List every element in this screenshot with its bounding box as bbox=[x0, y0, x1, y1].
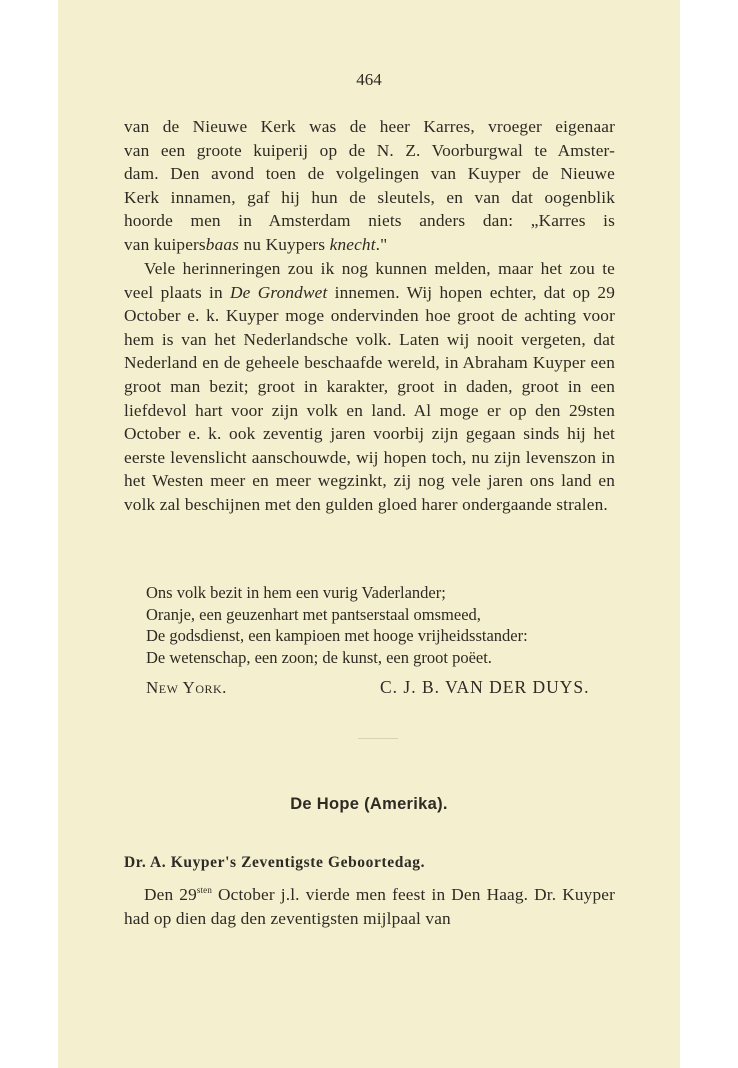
paragraph-3 bbox=[124, 883, 615, 930]
paragraph-2 bbox=[124, 257, 615, 517]
poem-line: Oranje, een geuzenhart met pantserstaal omsmeed, bbox=[146, 604, 481, 624]
text-line-last bbox=[124, 233, 615, 257]
text-run: Vele herinneringen zou ik nog kunnen melden, maar het zou te veel plaats in bbox=[124, 259, 615, 302]
text-line: van de Nieuwe Kerk was de heer Karres, vroeger eigenaar bbox=[124, 117, 615, 136]
poem-line: Ons volk bezit in hem een vurig Vaderlander; bbox=[146, 583, 446, 602]
text-run: innemen. Wij hopen echter, dat op 29 October e. k. Kuyper moge ondervinden hoe groot de achting voor hem is van het Nederlandsche volk. Laten wij nooit vergeten, dat Nederland en de geheele beschaafde wereld, in Abraham Kuyper een groot man bezit; groot in karakter, groot in daden, groot in een liefdevol hart voor zijn volk en land. Al moge er op den 29sten October e. k. ook zeventig jaren voorbij zijn gegaan sinds hij het eerste levenslicht aanschouwde, wij hopen toch, nu zijn levenszon in het Westen meer en meer wegzinkt, zij nog vele jaren ons land en volk zal beschijnen met den gulden gloed harer ondergaande stralen. bbox=[124, 282, 615, 514]
signature-name: C. J. B. VAN DER DUYS. bbox=[380, 677, 590, 697]
poem-line: De wetenschap, een zoon; de kunst, een groot poëet. bbox=[146, 647, 492, 667]
poem-line: De godsdienst, een kampioen met hooge vrijheidsstander: bbox=[146, 626, 528, 646]
text-line: hoorde men in Amsterdam niets anders dan: „Karres is bbox=[124, 211, 615, 231]
text-run: van kuipers bbox=[124, 234, 206, 254]
signature-place: New York. bbox=[146, 678, 227, 697]
superscript: sten bbox=[196, 885, 212, 895]
book-page bbox=[58, 0, 680, 1068]
text-run: ." bbox=[375, 234, 388, 254]
article-heading: Dr. A. Kuyper's Zeventigste Geboortedag. bbox=[124, 854, 426, 871]
section-heading: De Hope (Amerika). bbox=[290, 795, 448, 813]
divider bbox=[358, 738, 398, 739]
italic-text: knecht bbox=[329, 234, 376, 254]
italic-newspaper-title: De Grondwet bbox=[230, 282, 328, 302]
italic-text: baas bbox=[205, 234, 240, 254]
text-run: nu Kuypers bbox=[239, 234, 330, 254]
text-run: October j.l. vierde men feest in Den Haag. Dr. Kuyper had op dien dag den zeventigsten mijlpaal van bbox=[124, 885, 615, 928]
poem bbox=[146, 582, 626, 668]
text-line: van een groote kuiperij op de N. Z. Voorburgwal te Amster- bbox=[124, 140, 615, 160]
text-line: Kerk innamen, gaf hij hun de sleutels, en van dat oogenblik bbox=[124, 187, 615, 207]
paragraph-1 bbox=[124, 115, 615, 257]
text-run: Den 29 bbox=[144, 885, 197, 904]
page-number: 464 bbox=[356, 70, 382, 89]
text-line: dam. Den avond toen de volgelingen van Kuyper de Nieuwe bbox=[124, 164, 615, 184]
